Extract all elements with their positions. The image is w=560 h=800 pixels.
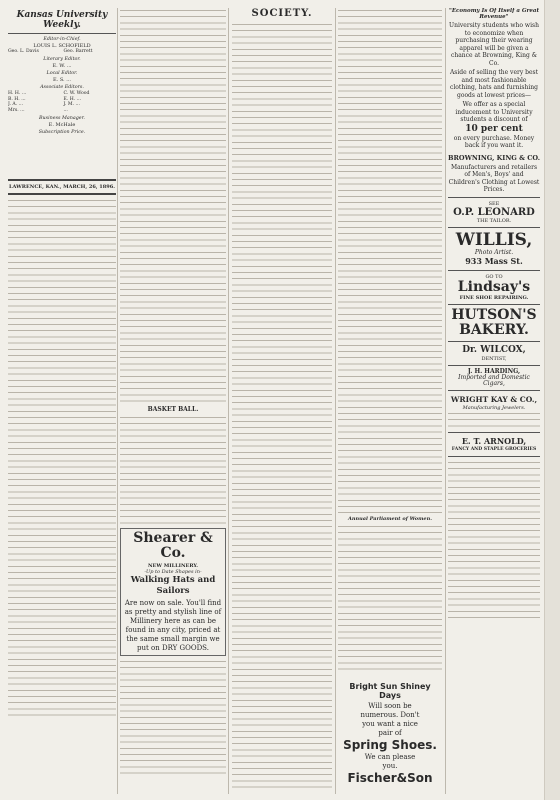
divider [448, 227, 540, 228]
local-heading: Local Editor. [46, 71, 78, 76]
willis-sub: Photo Artist. [474, 248, 514, 256]
ad-line: numerous. Don't [360, 711, 420, 719]
dateline: LAWRENCE, KAN., MARCH, 26, 1896. [9, 183, 115, 190]
subscription-heading: Subscription Price. [38, 129, 86, 135]
divider [448, 432, 540, 433]
column-rule [117, 8, 118, 794]
column-rule [445, 8, 446, 794]
ad-line: We can please [364, 753, 416, 761]
ad-body: Are now on sale. You'll find as pretty and stylish line of Millinery here as can be found in any city, priced at the same small margin we put on DRY GOODS. [124, 599, 222, 652]
lindsay-sub: FINE SHOE REPAIRING. [459, 294, 529, 301]
local-editor: E. S. ... [52, 77, 72, 83]
column-2 [120, 8, 226, 794]
column-5 [448, 8, 540, 794]
fischer-ad [338, 677, 442, 788]
divider [8, 193, 116, 195]
masthead-title: Kansas University Weekly. [16, 10, 108, 30]
article-text-block [338, 8, 442, 513]
ad-highlight: Walking Hats and Sailors [130, 575, 216, 596]
name: C. W. Wood [63, 91, 90, 97]
economy-body: University students who wish to economize when purchasing their wearing apparel will be given a chance at Browning, King & Co. [449, 22, 539, 67]
name: Geo. L. Davis [8, 49, 39, 55]
business-name: E. McHale [48, 121, 76, 128]
lindsay-title: Lindsay's [457, 278, 531, 295]
leonard-title: O.P. LEONARD [453, 206, 535, 218]
hutson-title: HUTSON'S [451, 306, 537, 323]
economy-title: "Economy Is Of Itself a Great Revenue" [448, 8, 540, 20]
arnold-sub: FANCY AND STAPLE GROCERIES [451, 446, 537, 452]
editors-heading: Editor-in-Chief. [43, 37, 81, 42]
column-rule [228, 8, 229, 794]
name: Geo. Barrett [63, 49, 93, 55]
divider [448, 270, 540, 271]
ad-line: you. [382, 762, 398, 770]
ad-highlight: Spring Shoes. [343, 738, 437, 752]
associate-list [8, 49, 116, 55]
adjacent-page-edge [544, 0, 560, 800]
name: H. H. ... [8, 91, 27, 97]
ad-firm-name: Fischer&Son [347, 771, 433, 785]
divider [448, 456, 540, 457]
willis-address: 933 Mass St. [465, 255, 523, 266]
divider [8, 179, 116, 181]
column-4 [338, 8, 442, 794]
editorial-text-block [8, 198, 116, 718]
associate-heading: Associate Editors. [40, 85, 84, 91]
divider [448, 197, 540, 198]
name: E. H. ... [63, 96, 82, 102]
column-1 [8, 8, 116, 794]
column-rule [335, 8, 336, 794]
shearer-ad [120, 528, 226, 656]
business-heading: Business Manager. [39, 115, 85, 121]
harding-title: J. H. HARDING, [467, 367, 521, 375]
browning-king-title: BROWNING, KING & CO. [448, 153, 540, 162]
basket-ball-heading: BASKET BALL. [147, 406, 199, 413]
associate-names [8, 91, 116, 113]
literary-heading: Literary Editor. [43, 56, 81, 62]
article-text-block [120, 8, 226, 403]
ad-title: Bright Sun Shiney Days [349, 682, 431, 700]
arnold-title: E. T. ARNOLD, [461, 435, 527, 446]
divider [448, 365, 540, 366]
parliament-heading: Annual Parliament of Women. [348, 516, 432, 522]
lindsay-go: GO TO [485, 273, 503, 280]
subscription-text-block [8, 136, 116, 176]
offer-line: We offer as a special inducement to University students a discount of [455, 101, 533, 123]
browning-king-line: Manufacturers and retailers of Men's, Boys' and Children's Clothing at Lowest Prices. [448, 163, 540, 193]
literary-editor: E. W. ... [52, 62, 72, 69]
society-heading: SOCIETY. [251, 8, 313, 19]
ad-line: Will soon be [368, 702, 412, 710]
name: ... [63, 107, 68, 113]
article-text-block [338, 524, 442, 674]
discount-rest: on every purchase. Money back if you want it. [453, 134, 535, 149]
leonard-sub: THE TAILOR. [476, 217, 512, 224]
see-line: SEE [488, 200, 500, 207]
name: J. M. ... [63, 102, 80, 108]
name: Mrs. ... [8, 107, 25, 113]
willis-title: WILLIS, [455, 229, 533, 250]
divider [448, 304, 540, 305]
editor-in-chief: LOUIS L. SCHOFIELD [33, 43, 91, 49]
divider [448, 390, 540, 391]
ad-line: pair of [378, 729, 402, 737]
divider [8, 33, 116, 34]
wilcox-sub: DENTIST, [481, 355, 507, 362]
ad-subtitle: NEW MILLINERY. [147, 563, 199, 569]
article-text-block [120, 659, 226, 779]
column-3 [232, 8, 332, 794]
sale-line: Aside of selling the very best and most fashionable clothing, hats and furnishing goods at lowest prices— [449, 69, 539, 99]
divider [448, 341, 540, 342]
ad-title: Shearer & Co. [133, 530, 213, 561]
society-text-block [232, 22, 332, 792]
hutson-sub: BAKERY. [459, 321, 529, 338]
article-text-block [448, 460, 540, 620]
ad-line: -Up to Date Shapes in- [144, 569, 202, 575]
wilcox-title: Dr. WILCOX, [462, 344, 526, 355]
text-block [448, 411, 540, 429]
ad-line: you want a nice [362, 720, 418, 728]
name: J. A. ... [8, 102, 24, 108]
harding-sub: Imported and Domestic Cigars, [458, 373, 530, 387]
article-text-block [120, 415, 226, 525]
wright-sub: Manufacturing Jewelers. [462, 404, 526, 411]
wright-title: WRIGHT KAY & CO., [450, 394, 538, 404]
name: B. H. ... [8, 96, 26, 102]
discount: 10 per cent [465, 123, 523, 134]
